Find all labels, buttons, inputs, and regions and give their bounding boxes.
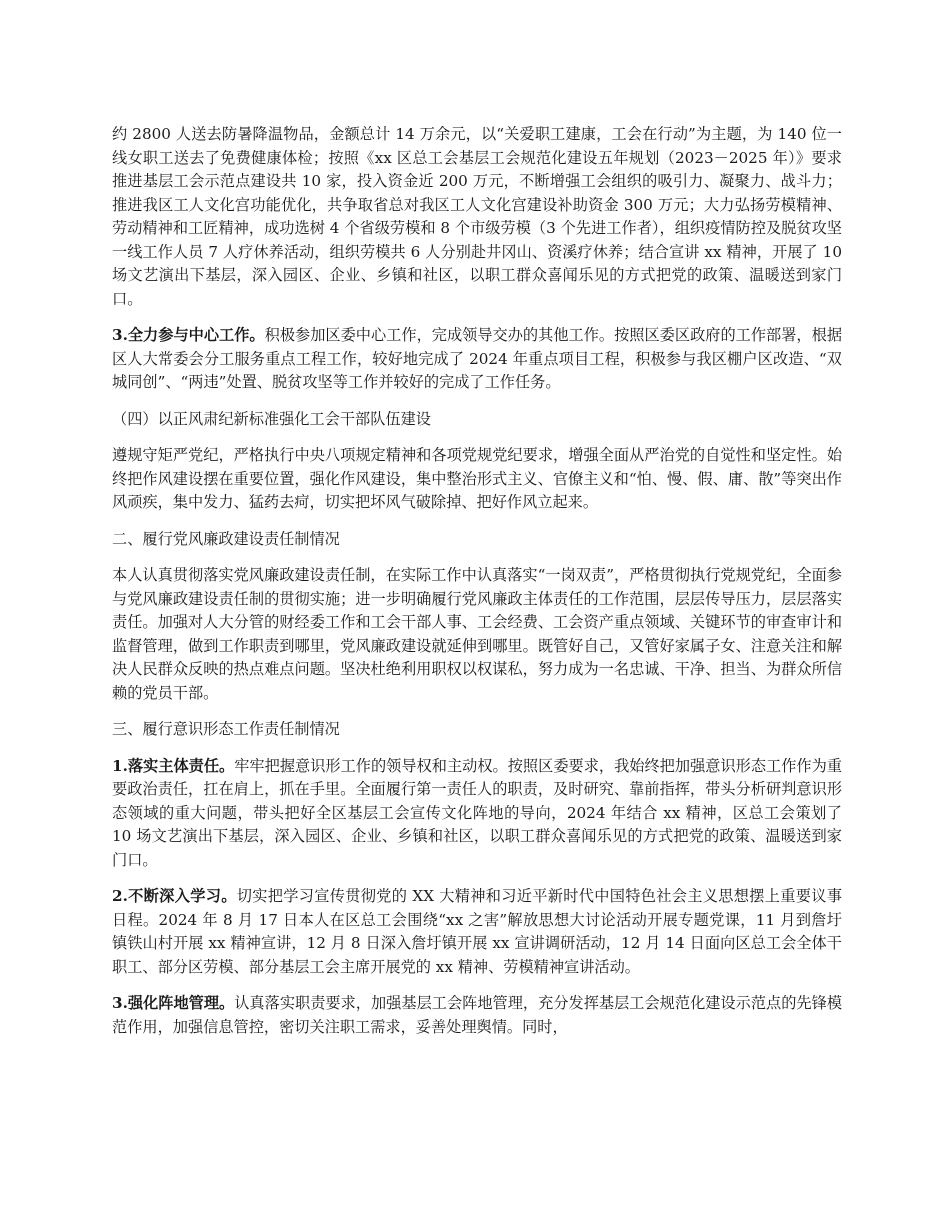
paragraph-central-work <box>112 324 842 395</box>
paragraph-text: 牢牢把握意识形工作的领导权和主动权。按照区委要求，我始终把加强意识形态工作作为重要政治责任，扛在肩上，抓在手里。全面履行第一责任人的职责，及时研究、靠前指挥，带头分析研判意识形态领域的重大问题，带头把好全区基层工会宣传文化阵地的导向，2024 年结合 xx 精神，区总工会策划了 10 场文艺演出下基层，深入园区、企业、乡镇和社区，以职工群众喜闻乐见的方式把党的政策、温暖送到家门口。 <box>112 756 843 869</box>
paragraph-lead: 2.不断深入学习。 <box>112 887 237 905</box>
paragraph-main-responsibility <box>112 755 842 873</box>
paragraph-text: 约 2800 人送去防暑降温物品，金额总计 14 万余元，以“关爱职工建康，工会在行动”为主题，为 140 位一线女职工送去了免费健康体检；按照《xx 区总工会基层工会规范化建设五年规划（2023－2025 年）》要求推进基层工会示范点建设共 10 家，投入资金近 200 万元，不断增强工会组织的吸引力、凝聚力、战斗力；推进我区工人文化宫功能优化，共争取省总对我区工人文化宫建设补助资金 300 万元；大力弘扬劳模精神、劳动精神和工匠精神，成功选树 4 个省级劳模和 8 个市级劳模（3 个先进工作者），组织疫情防控及脱贫攻坚一线工作人员 7 人疗休养活动，组织劳模共 6 人分别赴井冈山、资溪疗休养；结合宣讲 xx 精神，开展了 10 场文艺演出下基层，深入园区、企业、乡镇和社区，以职工群众喜闻乐见的方式把党的政策、温暖送到家门口。 <box>112 125 842 308</box>
paragraph-study <box>112 885 842 979</box>
paragraph-text: 认真落实职责要求，加强基层工会阵地管理，充分发挥基层工会规范化建设示范点的先锋模范作用，加强信息管控，密切关注职工需求，妥善处理舆情。同时， <box>112 994 843 1036</box>
paragraph-text: 切实把学习宣传贯彻党的 XX 大精神和习近平新时代中国特色社会主义思想摆上重要议事日程。2024 年 8 月 17 日本人在区总工会围绕“xx 之害”解放思想大讨论活动开展专题党课，11 月到詹圩镇铁山村开展 xx 精神宣讲，12 月 8 日深入詹圩镇开展 xx 宣讲调研活动，12 月 14 日面向区总工会全体干职工、部分区劳模、部分基层工会主席开展党的 xx 精神、劳模精神宣讲活动。 <box>112 887 843 976</box>
document-page <box>112 123 842 1052</box>
paragraph-text: 本人认真贯彻落实党风廉政建设责任制，在实际工作中认真落实“一岗双责”，严格贯彻执行党规党纪，全面参与党风廉政建设责任制的贯彻实施；进一步明确履行党风廉政主体责任的工作范围，层层传导压力，层层落实责任。加强对人大分管的财经委工作和工会干部人事、工会经费、工会资产重点领域、关键环节的审查审计和监督管理，做到工作职责到哪里，党风廉政建设就延伸到哪里。既管好自己，又管好家属子女、注意关注和解决人民群众反映的热点难点问题。坚决杜绝利用职权以权谋私，努力成为一名忠诚、干净、担当、为群众所信赖的党员干部。 <box>112 566 842 702</box>
paragraph-integrity-responsibility <box>112 564 842 705</box>
section-heading-integrity: 二、履行党风廉政建设责任制情况 <box>112 529 340 548</box>
paragraph-welfare-activities <box>112 123 842 311</box>
paragraph-position-management <box>112 992 842 1039</box>
paragraph-lead: 3.强化阵地管理。 <box>112 994 235 1012</box>
paragraph-discipline <box>112 444 842 515</box>
paragraph-text: 积极参加区委中心工作，完成领导交办的其他工作。按照区委区政府的工作部署，根据区人大常委会分工服务重点工程工作，较好地完成了 2024 年重点项目工程，积极参与我区棚户区改造、“双城同创”、“两违”处置、脱贫攻坚等工作并较好的完成了工作任务。 <box>112 326 843 391</box>
section-heading-ideology: 三、履行意识形态工作责任制情况 <box>112 720 340 738</box>
paragraph-text: 遵规守矩严党纪，严格执行中央八项规定精神和各项党规党纪要求，增强全面从严治党的自觉性和坚定性。始终把作风建设摆在重要位置，强化作风建设，集中整治形式主义、官僚主义和“怕、慢、假、庸、散”等突出作风顽疾，集中发力、猛药去疴，切实把坏风气破除掉、把好作风立起来。 <box>112 446 842 511</box>
paragraph-lead: 3.全力参与中心工作。 <box>112 326 265 344</box>
section-heading-cadre-team: （四）以正风肃纪新标准强化工会干部队伍建设 <box>112 409 431 428</box>
paragraph-lead: 1.落实主体责任。 <box>112 756 235 775</box>
